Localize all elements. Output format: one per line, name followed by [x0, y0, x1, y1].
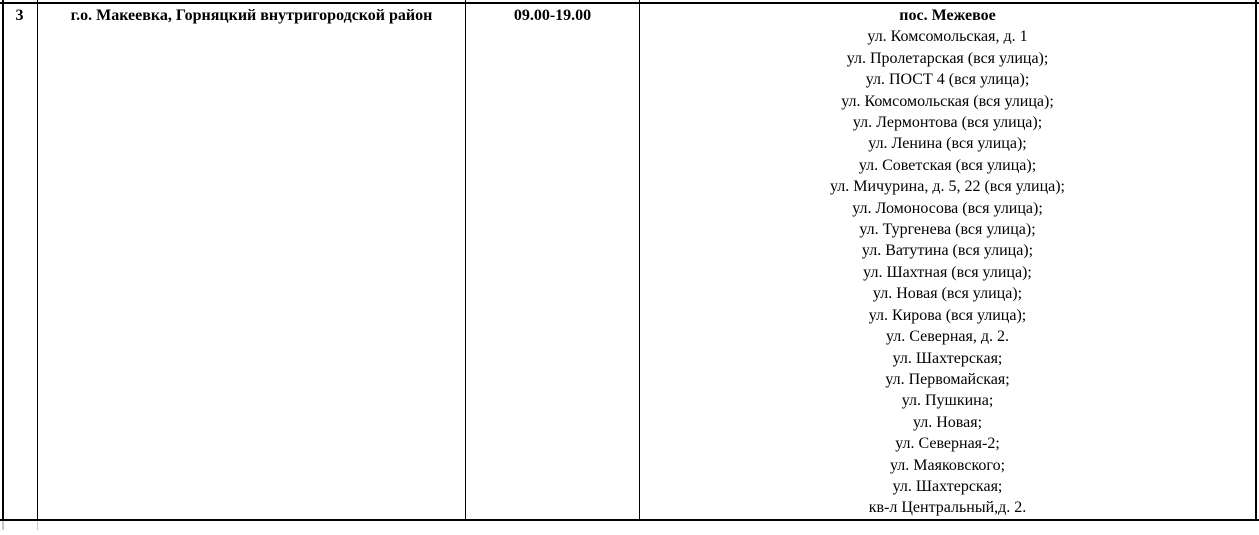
street-line: ул. Шахтная (вся улица); — [863, 263, 1032, 281]
street-line: ул. Маяковского; — [889, 456, 1006, 474]
street-line: кв-л Центральный,д. 2. — [868, 499, 1027, 517]
street-line: ул. Ватутина (вся улица); — [861, 242, 1034, 260]
street-line: ул. Новая; — [912, 413, 983, 431]
street-line: ул. Ленина (вся улица); — [868, 135, 1027, 153]
next-row-border-left — [2, 521, 4, 530]
street-line: ул. Мичурина, д. 5, 22 (вся улица); — [829, 178, 1065, 196]
street-list — [640, 26, 1255, 518]
street-line: ул. Комсомольская, д. 1 — [867, 28, 1028, 46]
street-line: ул. Шахтерская; — [892, 349, 1003, 367]
street-line: ул. Северная-2; — [895, 435, 1000, 453]
street-line: ул. Пролетарская (вся улица); — [846, 49, 1049, 67]
street-line: ул. Ломоносова (вся улица); — [852, 199, 1043, 217]
street-line: ул. Шахтерская; — [892, 477, 1003, 495]
street-line: ул. Кирова (вся улица); — [868, 306, 1027, 324]
street-line: ул. Комсомольская (вся улица); — [841, 92, 1054, 110]
street-line: ул. Лермонтова (вся улица); — [852, 114, 1043, 132]
street-line: ул. Новая (вся улица); — [872, 285, 1023, 303]
time-range-cell: 09.00-19.00 — [513, 7, 592, 24]
street-line: ул. Северная, д. 2. — [886, 328, 1009, 346]
table-border-right — [1255, 0, 1257, 521]
street-line: ул. Тургенева (вся улица); — [859, 221, 1036, 239]
locality-header: пос. Межевое — [899, 7, 996, 24]
next-row-divider-num — [37, 521, 38, 530]
street-line: ул. Пушкина; — [901, 392, 994, 410]
district-cell: г.о. Макеевка, Горняцкий внутригородской район — [70, 7, 433, 24]
row-number-cell: 3 — [15, 7, 24, 24]
street-line: ул. ПОСТ 4 (вся улица); — [865, 71, 1030, 89]
streets-cell — [640, 0, 1255, 521]
street-line: ул. Советская (вся улица); — [858, 156, 1037, 174]
street-line: ул. Первомайская; — [885, 370, 1010, 388]
